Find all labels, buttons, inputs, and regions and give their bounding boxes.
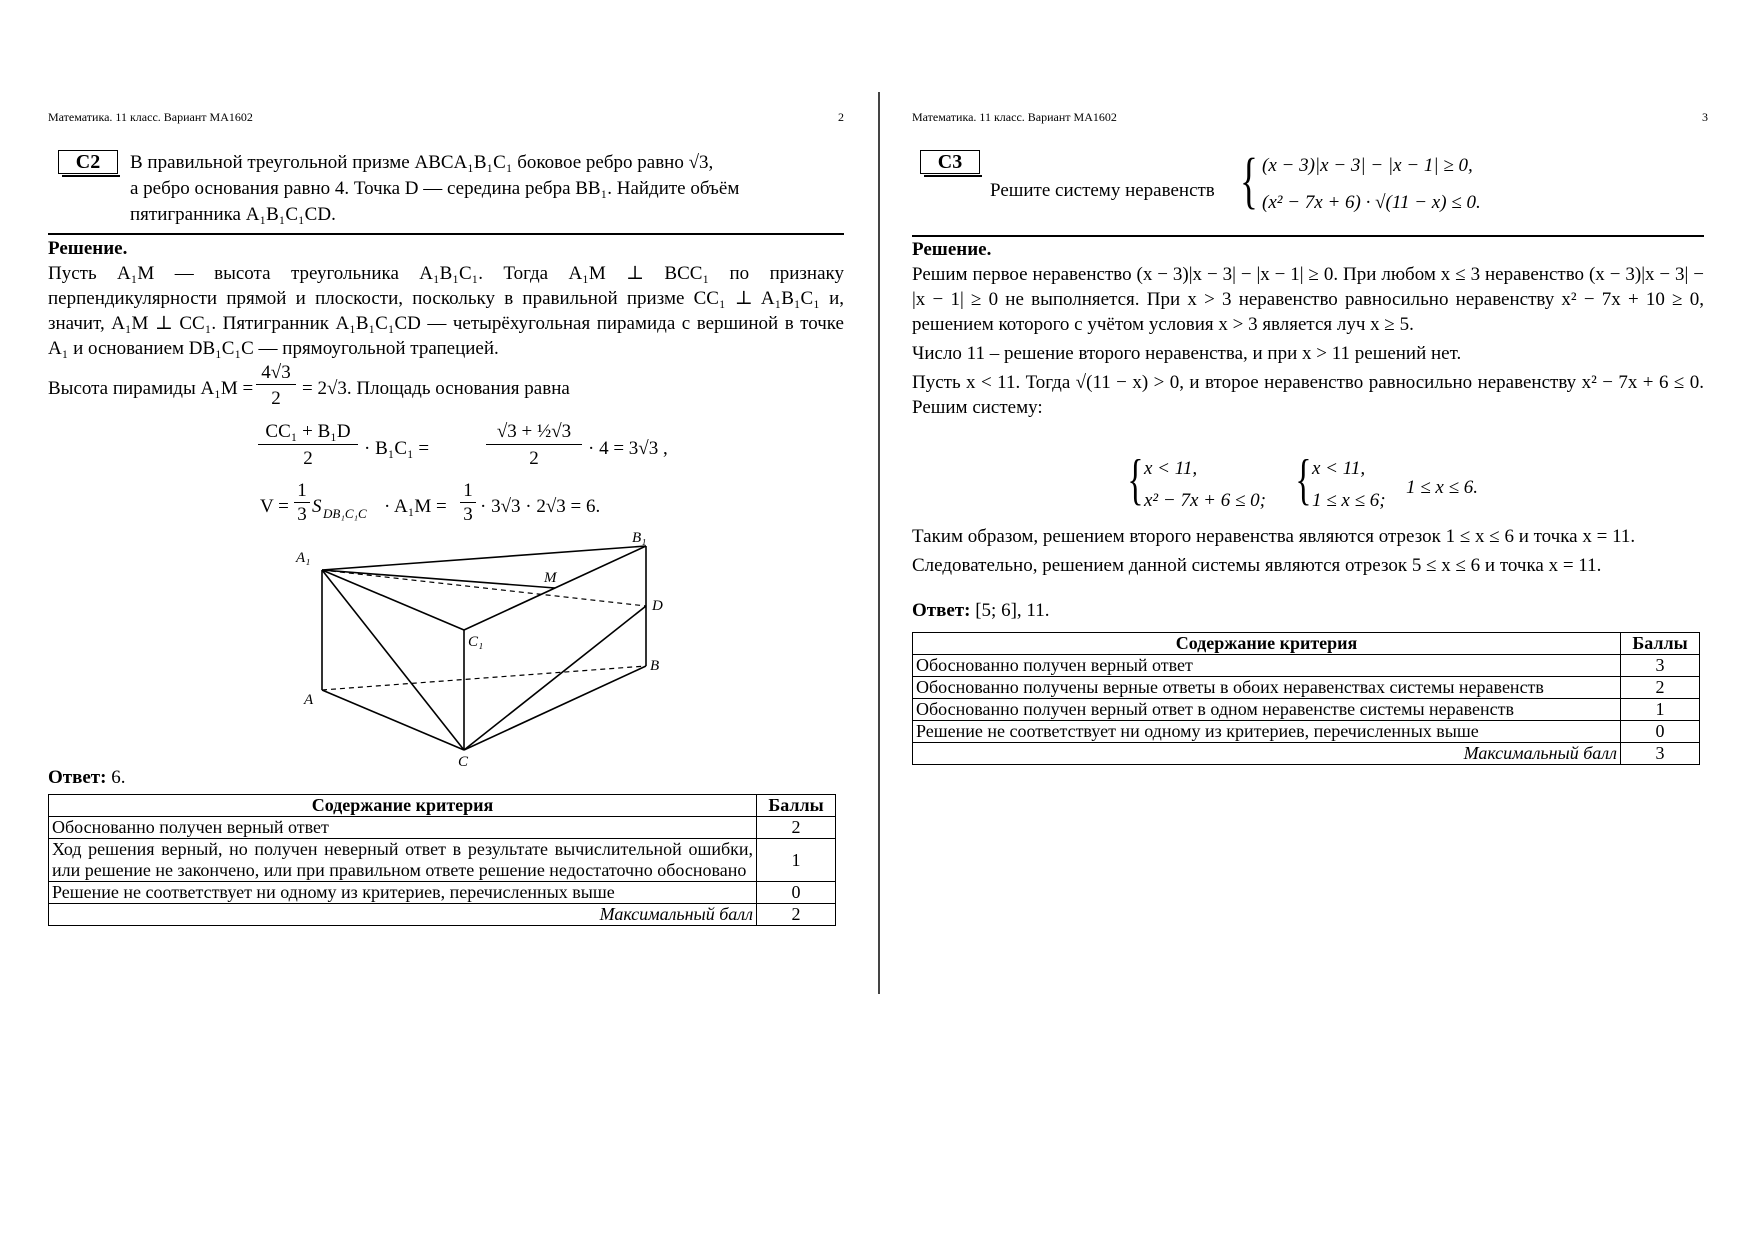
answer-label: Ответ:: [912, 600, 971, 621]
formula-text: · A₁M =: [384, 496, 447, 517]
frac-num: √3 + ½√3: [486, 420, 582, 445]
label-m: M: [544, 570, 557, 586]
label-d: D: [652, 598, 663, 614]
frac-num: CC₁ + B₁D: [258, 420, 358, 445]
max-label: Максимальный балл: [913, 743, 1621, 765]
label-b: B: [650, 658, 660, 674]
answer: [48, 767, 125, 789]
task-tag: C2: [58, 150, 118, 174]
system-brace: {: [1239, 147, 1258, 215]
task-statement: [130, 150, 844, 228]
label-a1: A₁: [296, 550, 311, 566]
table-max-row: [913, 743, 1700, 765]
table-row: [49, 882, 836, 904]
system-line: x < 11,: [1312, 458, 1366, 479]
max-label: Максимальный балл: [49, 904, 757, 926]
task-tag: C3: [920, 150, 980, 174]
solution: [48, 236, 844, 361]
formula-subscript: DB₁C₁C: [323, 506, 367, 521]
table-row: [49, 839, 836, 882]
label-a: A: [304, 692, 314, 708]
criteria-table: [912, 632, 1700, 765]
page-divider: [878, 92, 880, 994]
solution-conclusion: [912, 524, 1704, 578]
task-line: пятигранника A₁B₁C₁CD.: [130, 204, 336, 225]
solution-title: Решение.: [48, 238, 128, 259]
system-result: 1 ≤ x ≤ 6.: [1406, 477, 1479, 498]
col-criterion: Содержание критерия: [913, 633, 1621, 655]
criterion-text: Обоснованно получен верный ответ: [49, 817, 757, 839]
system-brace: {: [1295, 449, 1312, 511]
formula-text: V =: [260, 496, 289, 517]
system-line: (x² − 7x + 6) · √(11 − x) ≤ 0.: [1262, 192, 1481, 213]
task-line: а ребро основания равно 4. Точка D — середина ребра BB₁. Найдите объём: [130, 178, 740, 199]
solution-paragraph: Решим первое неравенство (x − 3)|x − 3| − |x − 1| ≥ 0. При любом x ≤ 3 неравенство (x − 3)|x − 3| − |x − 1| ≥ 0 не выполняется. При x > 3 неравенство равносильно неравенству x² − 7x + 10 ≥ 0, решением которого с учётом условия x > 3 является луч x ≥ 5.: [912, 264, 1704, 335]
prism-figure: [268, 528, 668, 768]
system-line: x < 11,: [1144, 458, 1198, 479]
formula-text: · 3√3 · 2√3 = 6.: [480, 496, 601, 517]
label-c1: C₁: [468, 634, 484, 650]
header-title: Математика. 11 класс. Вариант МА1602: [912, 110, 1117, 124]
task-statement: Решите систему неравенств: [990, 180, 1215, 201]
solution-paragraph: Пусть x < 11. Тогда √(11 − x) > 0, и второе неравенство равносильно неравенству x² − 7x + 6 ≤ 0. Решим систему:: [912, 372, 1704, 418]
edge: [322, 546, 646, 570]
max-value: 2: [757, 904, 836, 926]
criterion-text: Обоснованно получен верный ответ в одном неравенстве системы неравенств: [913, 699, 1621, 721]
solution-paragraph: Пусть A₁M — высота треугольника A₁B₁C₁. Тогда A₁M ⊥ BCC₁ по признаку перпендикулярности прямой и плоскости, поскольку в правильной призме CC₁ ⊥ A₁B₁C₁ и, значит, A₁M ⊥ CC₁. Пятигранник A₁B₁C₁CD — четырёхугольная пирамида с вершиной в точке A₁ и основанием DB₁C₁C — прямоугольной трапецией.: [48, 263, 844, 359]
criteria-table: [48, 794, 836, 926]
criterion-points: 3: [1621, 655, 1700, 677]
edge: [322, 690, 464, 750]
frac-num: 1: [460, 480, 476, 503]
table-row: [49, 817, 836, 839]
col-points: Баллы: [1621, 633, 1700, 655]
criterion-text: Обоснованно получен верный ответ: [913, 655, 1621, 677]
hidden-edge: [322, 570, 646, 606]
answer-value: [5; 6], 11.: [970, 600, 1050, 621]
criterion-text: Обоснованно получены верные ответы в обоих неравенствах системы неравенств: [913, 677, 1621, 699]
col-points: Баллы: [757, 795, 836, 817]
solution-paragraph: Таким образом, решением второго неравенства являются отрезок 1 ≤ x ≤ 6 и точка x = 11.: [912, 526, 1636, 547]
solution: [912, 237, 1704, 420]
solution-paragraph: Следовательно, решением данной системы являются отрезок 5 ≤ x ≤ 6 и точка x = 11.: [912, 555, 1602, 576]
table-header-row: [913, 633, 1700, 655]
system-line: (x − 3)|x − 3| − |x − 1| ≥ 0,: [1262, 155, 1473, 176]
answer-value: 6.: [106, 767, 126, 788]
page-header: [48, 110, 844, 125]
frac-den: 3: [463, 504, 473, 525]
system-brace: {: [1127, 449, 1144, 511]
solution-paragraph: Число 11 – решение второго неравенства, и при x > 11 решений нет.: [912, 343, 1462, 364]
header-title: Математика. 11 класс. Вариант МА1602: [48, 110, 253, 124]
answer-label: Ответ:: [48, 767, 107, 788]
edge: [322, 570, 464, 750]
formula-text: S: [312, 496, 322, 517]
formula-text: = 2√3. Площадь основания равна: [302, 378, 570, 399]
frac-num: 1: [294, 480, 310, 503]
page-number: 3: [1702, 110, 1708, 124]
criterion-points: 2: [1621, 677, 1700, 699]
formula-text: · B₁C₁ =: [364, 438, 430, 459]
frac-den: 2: [529, 448, 539, 469]
criterion-text: Ход решения верный, но получен неверный ответ в результате вычислительной ошибки, или решение не закончено, или при правильном ответе решение недостаточно обосновано: [49, 839, 757, 882]
table-row: [913, 721, 1700, 743]
hidden-edge: [322, 666, 646, 690]
label-c: C: [458, 754, 469, 768]
criterion-points: 2: [757, 817, 836, 839]
answer: [912, 600, 1049, 622]
system-line: 1 ≤ x ≤ 6;: [1312, 490, 1386, 511]
table-row: [913, 655, 1700, 677]
solution-title: Решение.: [912, 239, 992, 260]
criterion-points: 1: [1621, 699, 1700, 721]
task-line: В правильной треугольной призме ABCA₁B₁C₁ боковое ребро равно √3,: [130, 152, 714, 173]
criterion-text: Решение не соответствует ни одному из критериев, перечисленных выше: [49, 882, 757, 904]
label-b1: B₁: [632, 530, 647, 546]
table-header-row: [49, 795, 836, 817]
frac-den: 3: [297, 504, 307, 525]
formula-text: Высота пирамиды A₁M =: [48, 378, 254, 399]
page-number: 2: [838, 110, 844, 124]
divider-line: [48, 233, 844, 235]
frac-den: 2: [303, 448, 313, 469]
col-criterion: Содержание критерия: [49, 795, 757, 817]
criterion-points: 0: [757, 882, 836, 904]
formula-text: · 4 = 3√3 ,: [588, 438, 668, 459]
frac-den: 2: [271, 388, 281, 409]
criterion-text: Решение не соответствует ни одному из критериев, перечисленных выше: [913, 721, 1621, 743]
max-value: 3: [1621, 743, 1700, 765]
table-row: [913, 677, 1700, 699]
table-max-row: [49, 904, 836, 926]
system-line: x² − 7x + 6 ≤ 0;: [1144, 490, 1266, 511]
table-row: [913, 699, 1700, 721]
page-header: [912, 110, 1708, 125]
criterion-points: 1: [757, 839, 836, 882]
criterion-points: 0: [1621, 721, 1700, 743]
frac-num: 4√3: [256, 362, 296, 385]
